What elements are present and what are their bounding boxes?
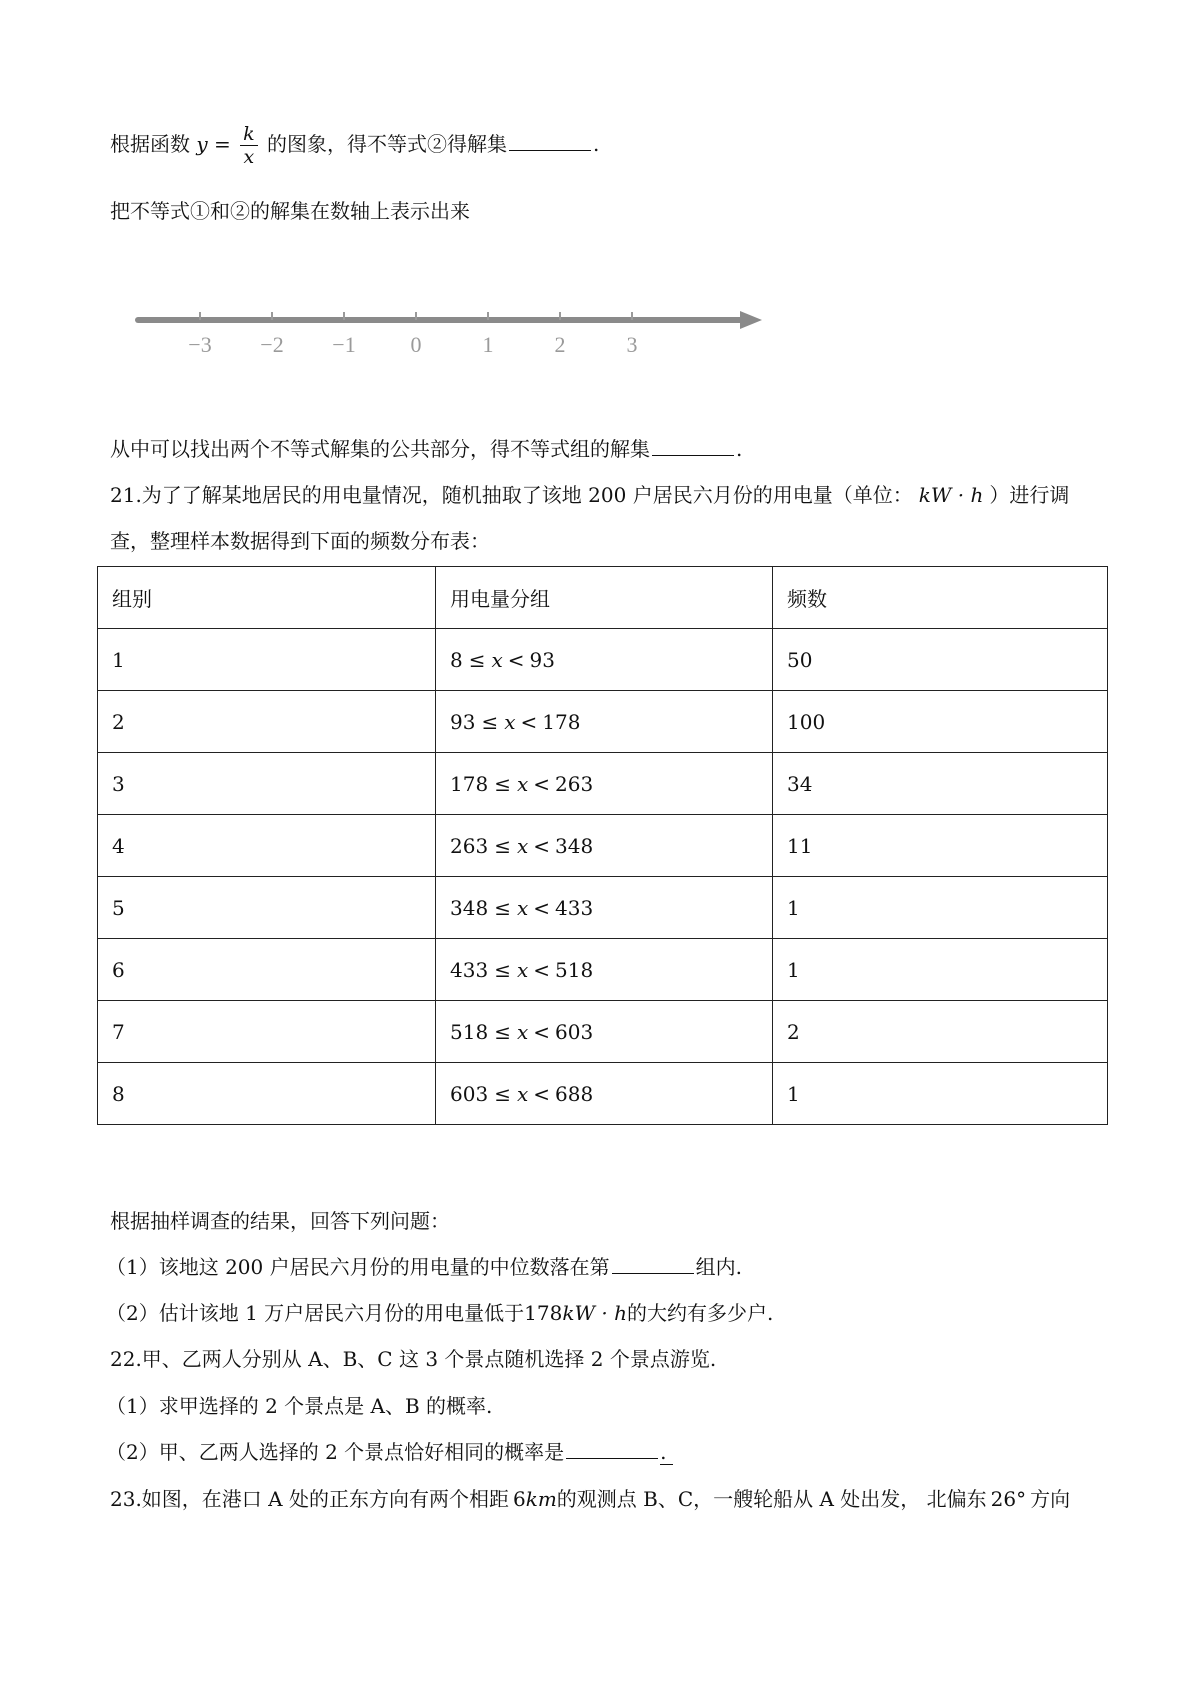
range-low: 8 <box>450 647 463 672</box>
number-line-instruction: 把不等式①和②的解集在数轴上表示出来 <box>110 199 470 223</box>
variable-x: x <box>516 1019 529 1044</box>
text-prefix: 根据函数 <box>110 132 190 156</box>
range-low: 178 <box>450 771 489 796</box>
tick-label: 1 <box>482 332 494 357</box>
table-row <box>98 1001 1108 1063</box>
table-row <box>98 691 1108 753</box>
range-high: 518 <box>555 957 594 982</box>
range-low: 518 <box>450 1019 489 1044</box>
q21-stem-line1 <box>110 480 1069 510</box>
q21-sub1 <box>106 1252 742 1282</box>
table-row <box>98 1063 1108 1125</box>
header-frequency: 频数 <box>773 567 1108 629</box>
inequality-2-line <box>110 123 599 168</box>
answer-blank[interactable] <box>612 1253 694 1274</box>
q21-sub2-unit: kW · h <box>562 1301 627 1325</box>
cell-group: 4 <box>98 815 436 877</box>
cell-group: 7 <box>98 1001 436 1063</box>
arrow-head <box>740 311 762 329</box>
text-main: 从中可以找出两个不等式解集的公共部分，得不等式组的解集 <box>110 437 650 461</box>
q22-sub2 <box>106 1437 673 1467</box>
q21-sub1-text: （1）该地这 200 户居民六月份的用电量的中位数落在第 <box>106 1255 610 1279</box>
q21-sub2-end: 的大约有多少户. <box>627 1301 774 1325</box>
cell-range <box>436 877 773 939</box>
cell-range <box>436 629 773 691</box>
table-row <box>98 753 1108 815</box>
lt-symbol: < <box>507 647 525 672</box>
range-low: 433 <box>450 957 489 982</box>
q21-sub2-text: （2）估计该地 1 万户居民六月份的用电量低于 <box>106 1301 525 1325</box>
variable-x: x <box>516 771 529 796</box>
cell-range <box>436 1063 773 1125</box>
q23-stem <box>110 1484 1070 1514</box>
lt-symbol: < <box>533 771 550 796</box>
range-high: 93 <box>529 647 555 672</box>
cell-group: 2 <box>98 691 436 753</box>
tick-label: 3 <box>626 332 638 357</box>
table-header-row <box>98 567 1108 629</box>
variable-x: x <box>516 833 529 858</box>
cell-range <box>436 815 773 877</box>
variable-x: x <box>504 709 516 734</box>
range-low: 348 <box>450 895 489 920</box>
cell-range <box>436 691 773 753</box>
le-symbol: ≤ <box>494 1081 511 1106</box>
fraction-numerator: k <box>240 123 258 146</box>
variable-x: x <box>516 895 529 920</box>
cell-group: 1 <box>98 629 436 691</box>
q23-text-mid: 的观测点 B、C，一艘轮船从 A 处出发， 北偏东 <box>556 1487 987 1511</box>
cell-frequency: 1 <box>773 877 1108 939</box>
answer-blank[interactable] <box>509 130 591 151</box>
range-high: 603 <box>555 1019 594 1044</box>
common-solution-line <box>110 434 742 464</box>
cell-frequency: 1 <box>773 1063 1108 1125</box>
le-symbol: ≤ <box>494 771 511 796</box>
q21-intro: 根据抽样调查的结果，回答下列问题： <box>110 1209 450 1233</box>
lt-symbol: < <box>533 1081 550 1106</box>
q21-sub1-end: 组内. <box>695 1255 742 1279</box>
text-suffix: 的图象，得不等式②得解集 <box>267 132 508 156</box>
number-line-svg <box>130 300 770 380</box>
fraction-denominator: x <box>243 146 255 168</box>
cell-frequency: 1 <box>773 939 1108 1001</box>
le-symbol: ≤ <box>494 957 511 982</box>
q21-text-end: ）进行调 <box>989 483 1070 507</box>
range-low: 93 <box>450 709 476 734</box>
y-equals: y = <box>196 132 231 156</box>
table-row <box>98 939 1108 1001</box>
variable-x: x <box>516 957 529 982</box>
frequency-table-body <box>98 567 1108 1125</box>
period: . <box>736 437 743 461</box>
period: . <box>660 1440 672 1465</box>
q23-text: 23.如图，在港口 A 处的正东方向有两个相距 <box>110 1487 509 1511</box>
cell-frequency: 50 <box>773 629 1108 691</box>
q22-sub1: （1）求甲选择的 2 个景点是 A、B 的概率. <box>106 1394 493 1418</box>
table-row <box>98 877 1108 939</box>
lt-symbol: < <box>533 895 550 920</box>
lt-symbol: < <box>533 957 550 982</box>
cell-frequency: 11 <box>773 815 1108 877</box>
range-low: 263 <box>450 833 489 858</box>
tick-label: −3 <box>188 332 212 357</box>
tick-labels <box>188 332 637 357</box>
range-high: 178 <box>542 709 581 734</box>
le-symbol: ≤ <box>468 647 486 672</box>
range-high: 433 <box>555 895 594 920</box>
cell-group: 3 <box>98 753 436 815</box>
period: . <box>593 132 600 156</box>
frequency-table <box>97 566 1108 1125</box>
cell-group: 8 <box>98 1063 436 1125</box>
q22-stem: 22.甲、乙两人分别从 A、B、C 这 3 个景点随机选择 2 个景点游览. <box>110 1347 717 1371</box>
lt-symbol: < <box>533 833 550 858</box>
number-line-figure <box>130 300 770 380</box>
table-row <box>98 629 1108 691</box>
range-high: 688 <box>555 1081 594 1106</box>
range-high: 263 <box>555 771 594 796</box>
q21-stem-line2: 查，整理样本数据得到下面的频数分布表： <box>110 529 490 553</box>
range-high: 348 <box>555 833 594 858</box>
cell-frequency: 2 <box>773 1001 1108 1063</box>
q22-sub2-text: （2）甲、乙两人选择的 2 个景点恰好相同的概率是 <box>106 1440 565 1464</box>
tick-label: −1 <box>332 332 356 357</box>
le-symbol: ≤ <box>494 1019 511 1044</box>
header-group: 组别 <box>98 567 436 629</box>
tick-label: 0 <box>410 332 422 357</box>
tick-label: −2 <box>260 332 284 357</box>
variable-x: x <box>491 647 503 672</box>
le-symbol: ≤ <box>481 709 499 734</box>
lt-symbol: < <box>520 709 538 734</box>
q23-distance: 6 <box>512 1487 526 1511</box>
cell-group: 5 <box>98 877 436 939</box>
q23-angle: 26° <box>990 1487 1027 1511</box>
tick-label: 2 <box>554 332 566 357</box>
cell-frequency: 34 <box>773 753 1108 815</box>
le-symbol: ≤ <box>494 895 511 920</box>
q21-sub2-value: 178 <box>524 1301 563 1325</box>
cell-frequency: 100 <box>773 691 1108 753</box>
table-row <box>98 815 1108 877</box>
cell-group: 6 <box>98 939 436 1001</box>
unit: kW · h <box>918 483 984 507</box>
q23-unit: km <box>525 1487 557 1511</box>
answer-blank[interactable] <box>652 435 734 456</box>
fraction-k-over-x <box>240 123 258 168</box>
variable-x: x <box>516 1081 529 1106</box>
header-range: 用电量分组 <box>436 567 773 629</box>
q23-text-end: 方向 <box>1030 1487 1071 1511</box>
cell-range <box>436 1001 773 1063</box>
lt-symbol: < <box>533 1019 550 1044</box>
cell-range <box>436 939 773 1001</box>
q21-sub2 <box>106 1298 773 1328</box>
le-symbol: ≤ <box>494 833 511 858</box>
range-low: 603 <box>450 1081 489 1106</box>
cell-range <box>436 753 773 815</box>
q21-text: 21.为了了解某地居民的用电量情况，随机抽取了该地 200 户居民六月份的用电量（单位： <box>110 483 913 507</box>
answer-blank[interactable] <box>566 1438 658 1459</box>
